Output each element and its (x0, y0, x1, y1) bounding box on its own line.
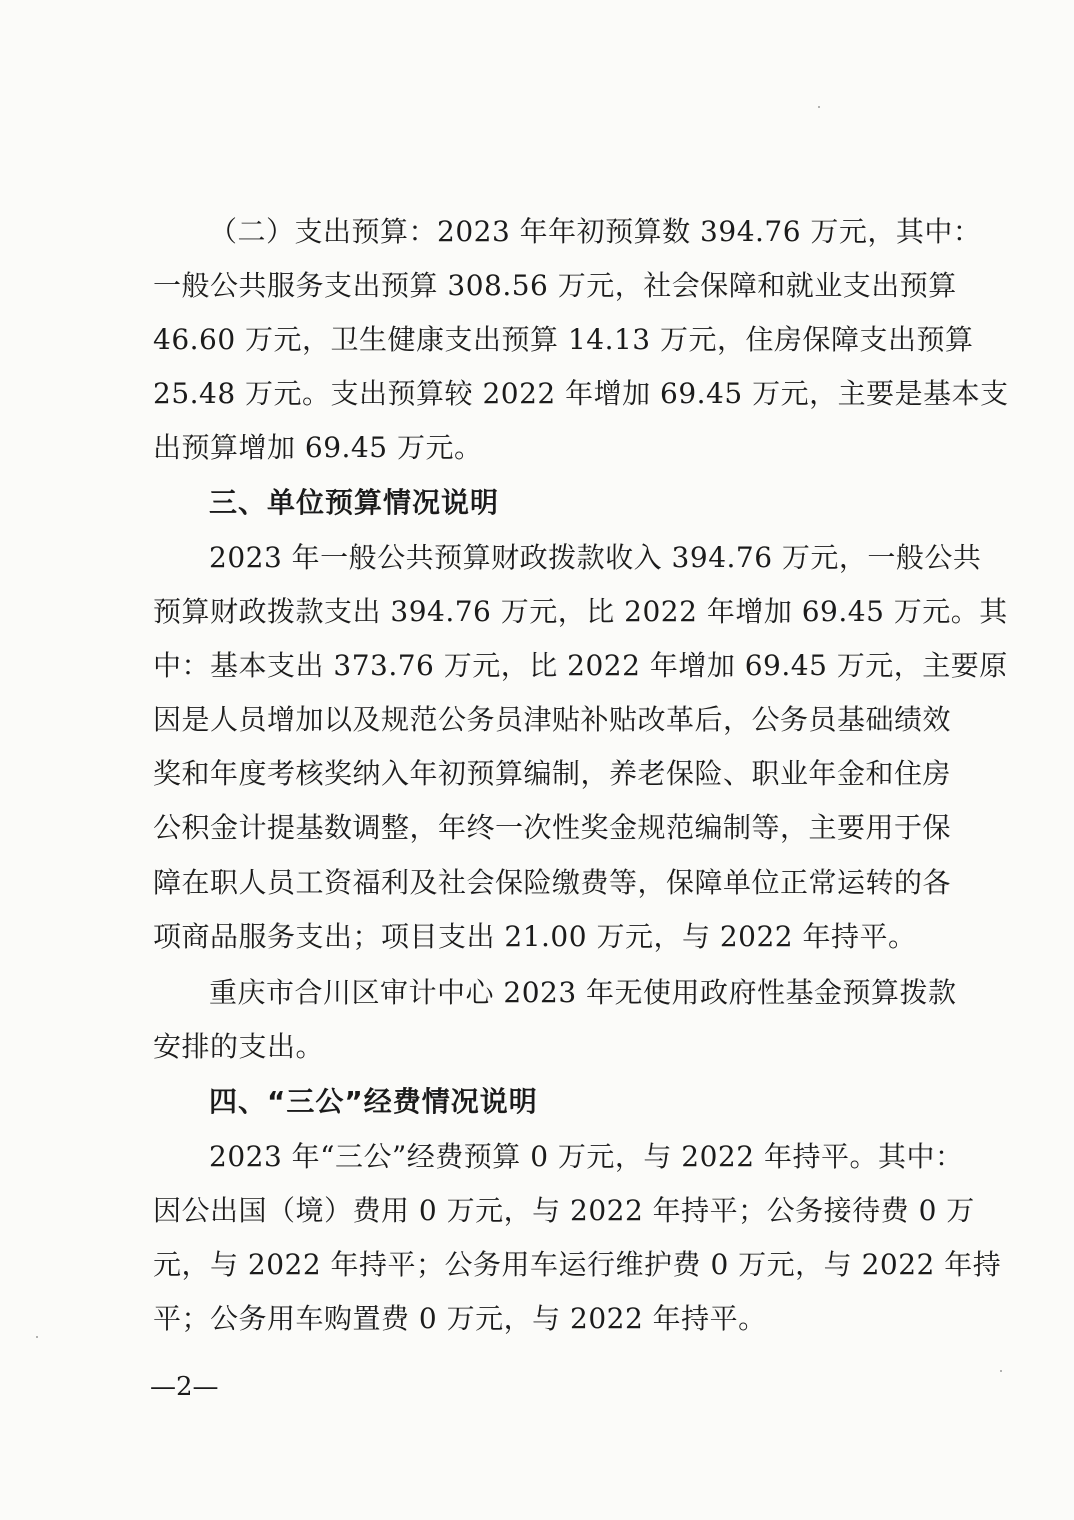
paragraph-line: 中：基本支出 373.76 万元，比 2022 年增加 69.45 万元，主要原 (153, 649, 1008, 682)
paragraph-line: 预算财政拨款支出 394.76 万元，比 2022 年增加 69.45 万元。其 (153, 595, 1008, 628)
scan-speck (1000, 1370, 1002, 1372)
paragraph-line: 元，与 2022 年持平；公务用车运行维护费 0 万元，与 2022 年持 (153, 1248, 1002, 1281)
paragraph-line: 重庆市合川区审计中心 2023 年无使用政府性基金预算拨款 (209, 976, 957, 1009)
paragraph-line: 一般公共服务支出预算 308.56 万元，社会保障和就业支出预算 (153, 269, 957, 302)
paragraph-line: 25.48 万元。支出预算较 2022 年增加 69.45 万元，主要是基本支 (153, 377, 1009, 410)
section-heading: 四、“三公”经费情况说明 (209, 1085, 538, 1118)
scan-speck (36, 1336, 38, 1338)
paragraph-line: （二）支出预算：2023 年年初预算数 394.76 万元，其中： (209, 215, 982, 248)
paragraph-line: 因是人员增加以及规范公务员津贴补贴改革后，公务员基础绩效 (153, 703, 952, 736)
paragraph-line: 2023 年一般公共预算财政拨款收入 394.76 万元，一般公共 (209, 541, 982, 574)
scan-speck (818, 106, 820, 108)
paragraph-line: 公积金计提基数调整，年终一次性奖金规范编制等，主要用于保 (153, 811, 952, 844)
section-heading: 三、单位预算情况说明 (209, 486, 500, 519)
paragraph-line: 障在职人员工资福利及社会保险缴费等，保障单位正常运转的各 (153, 866, 952, 899)
paragraph-line: 出预算增加 69.45 万元。 (153, 431, 483, 464)
page-number: —2— (150, 1372, 219, 1402)
paragraph-line: 项商品服务支出；项目支出 21.00 万元，与 2022 年持平。 (153, 920, 917, 953)
paragraph-line: 安排的支出。 (153, 1030, 325, 1063)
paragraph-line: 46.60 万元，卫生健康支出预算 14.13 万元，住房保障支出预算 (153, 323, 974, 356)
paragraph-line: 平；公务用车购置费 0 万元，与 2022 年持平。 (153, 1302, 767, 1335)
paragraph-line: 因公出国（境）费用 0 万元，与 2022 年持平；公务接待费 0 万 (153, 1194, 975, 1227)
paragraph-line: 2023 年“三公”经费预算 0 万元，与 2022 年持平。其中： (209, 1140, 964, 1173)
paragraph-line: 奖和年度考核奖纳入年初预算编制，养老保险、职业年金和住房 (153, 757, 952, 790)
